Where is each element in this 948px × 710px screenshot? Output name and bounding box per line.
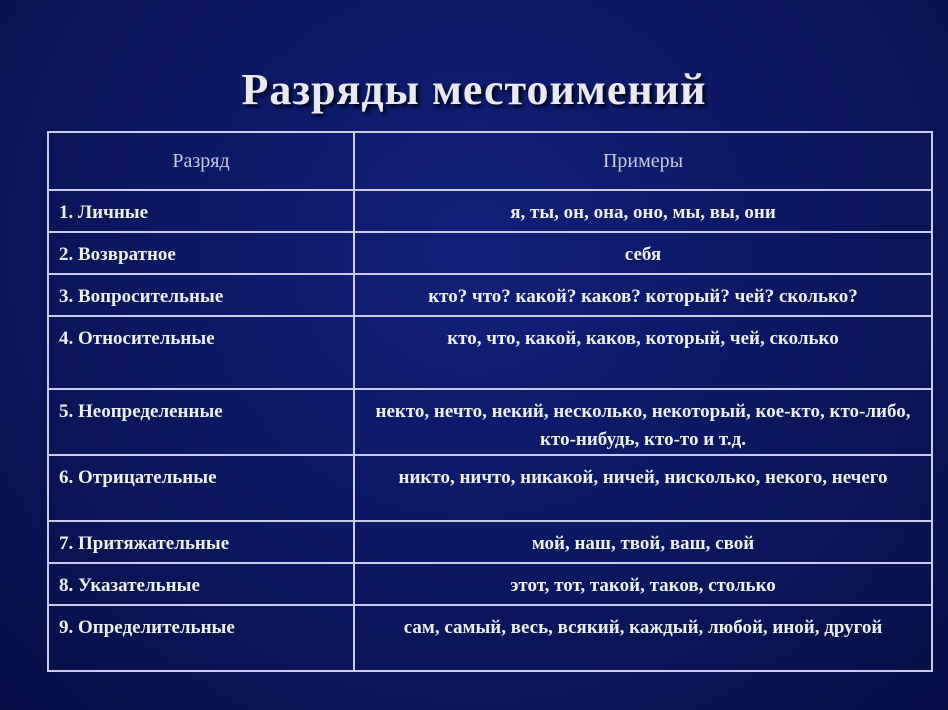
table-row [48,274,932,316]
examples-cell: себя [354,232,932,274]
table-row [48,316,932,389]
category-cell: 6. Отрицательные [48,455,354,521]
category-cell: 1. Личные [48,190,354,232]
examples-cell: никто, ничто, никакой, ничей, нисколько, некого, нечего [354,455,932,521]
table-row [48,389,932,455]
category-cell: 4. Относительные [48,316,354,389]
pronoun-categories-table [47,131,933,672]
header-category: Разряд [48,132,354,190]
examples-cell: этот, тот, такой, таков, столько [354,563,932,605]
examples-cell: мой, наш, твой, ваш, свой [354,521,932,563]
slide-title: Разряды местоимений [241,65,707,114]
examples-cell: кто, что, какой, каков, который, чей, сколько [354,316,932,389]
category-cell: 5. Неопределенные [48,389,354,455]
table-row [48,605,932,671]
examples-cell: некто, нечто, некий, несколько, некоторый, кое-кто, кто-либо, кто-нибудь, кто-то и т.д. [354,389,932,455]
category-cell: 9. Определительные [48,605,354,671]
category-cell: 3. Вопросительные [48,274,354,316]
category-cell: 2. Возвратное [48,232,354,274]
examples-cell: сам, самый, весь, всякий, каждый, любой, иной, другой [354,605,932,671]
table-row [48,563,932,605]
category-cell: 7. Притяжательные [48,521,354,563]
examples-cell: кто? что? какой? каков? который? чей? сколько? [354,274,932,316]
header-examples: Примеры [354,132,932,190]
table-row [48,455,932,521]
table-row [48,232,932,274]
table-row [48,521,932,563]
examples-cell: я, ты, он, она, оно, мы, вы, они [354,190,932,232]
category-cell: 8. Указательные [48,563,354,605]
table-header-row [48,132,932,190]
table-row [48,190,932,232]
